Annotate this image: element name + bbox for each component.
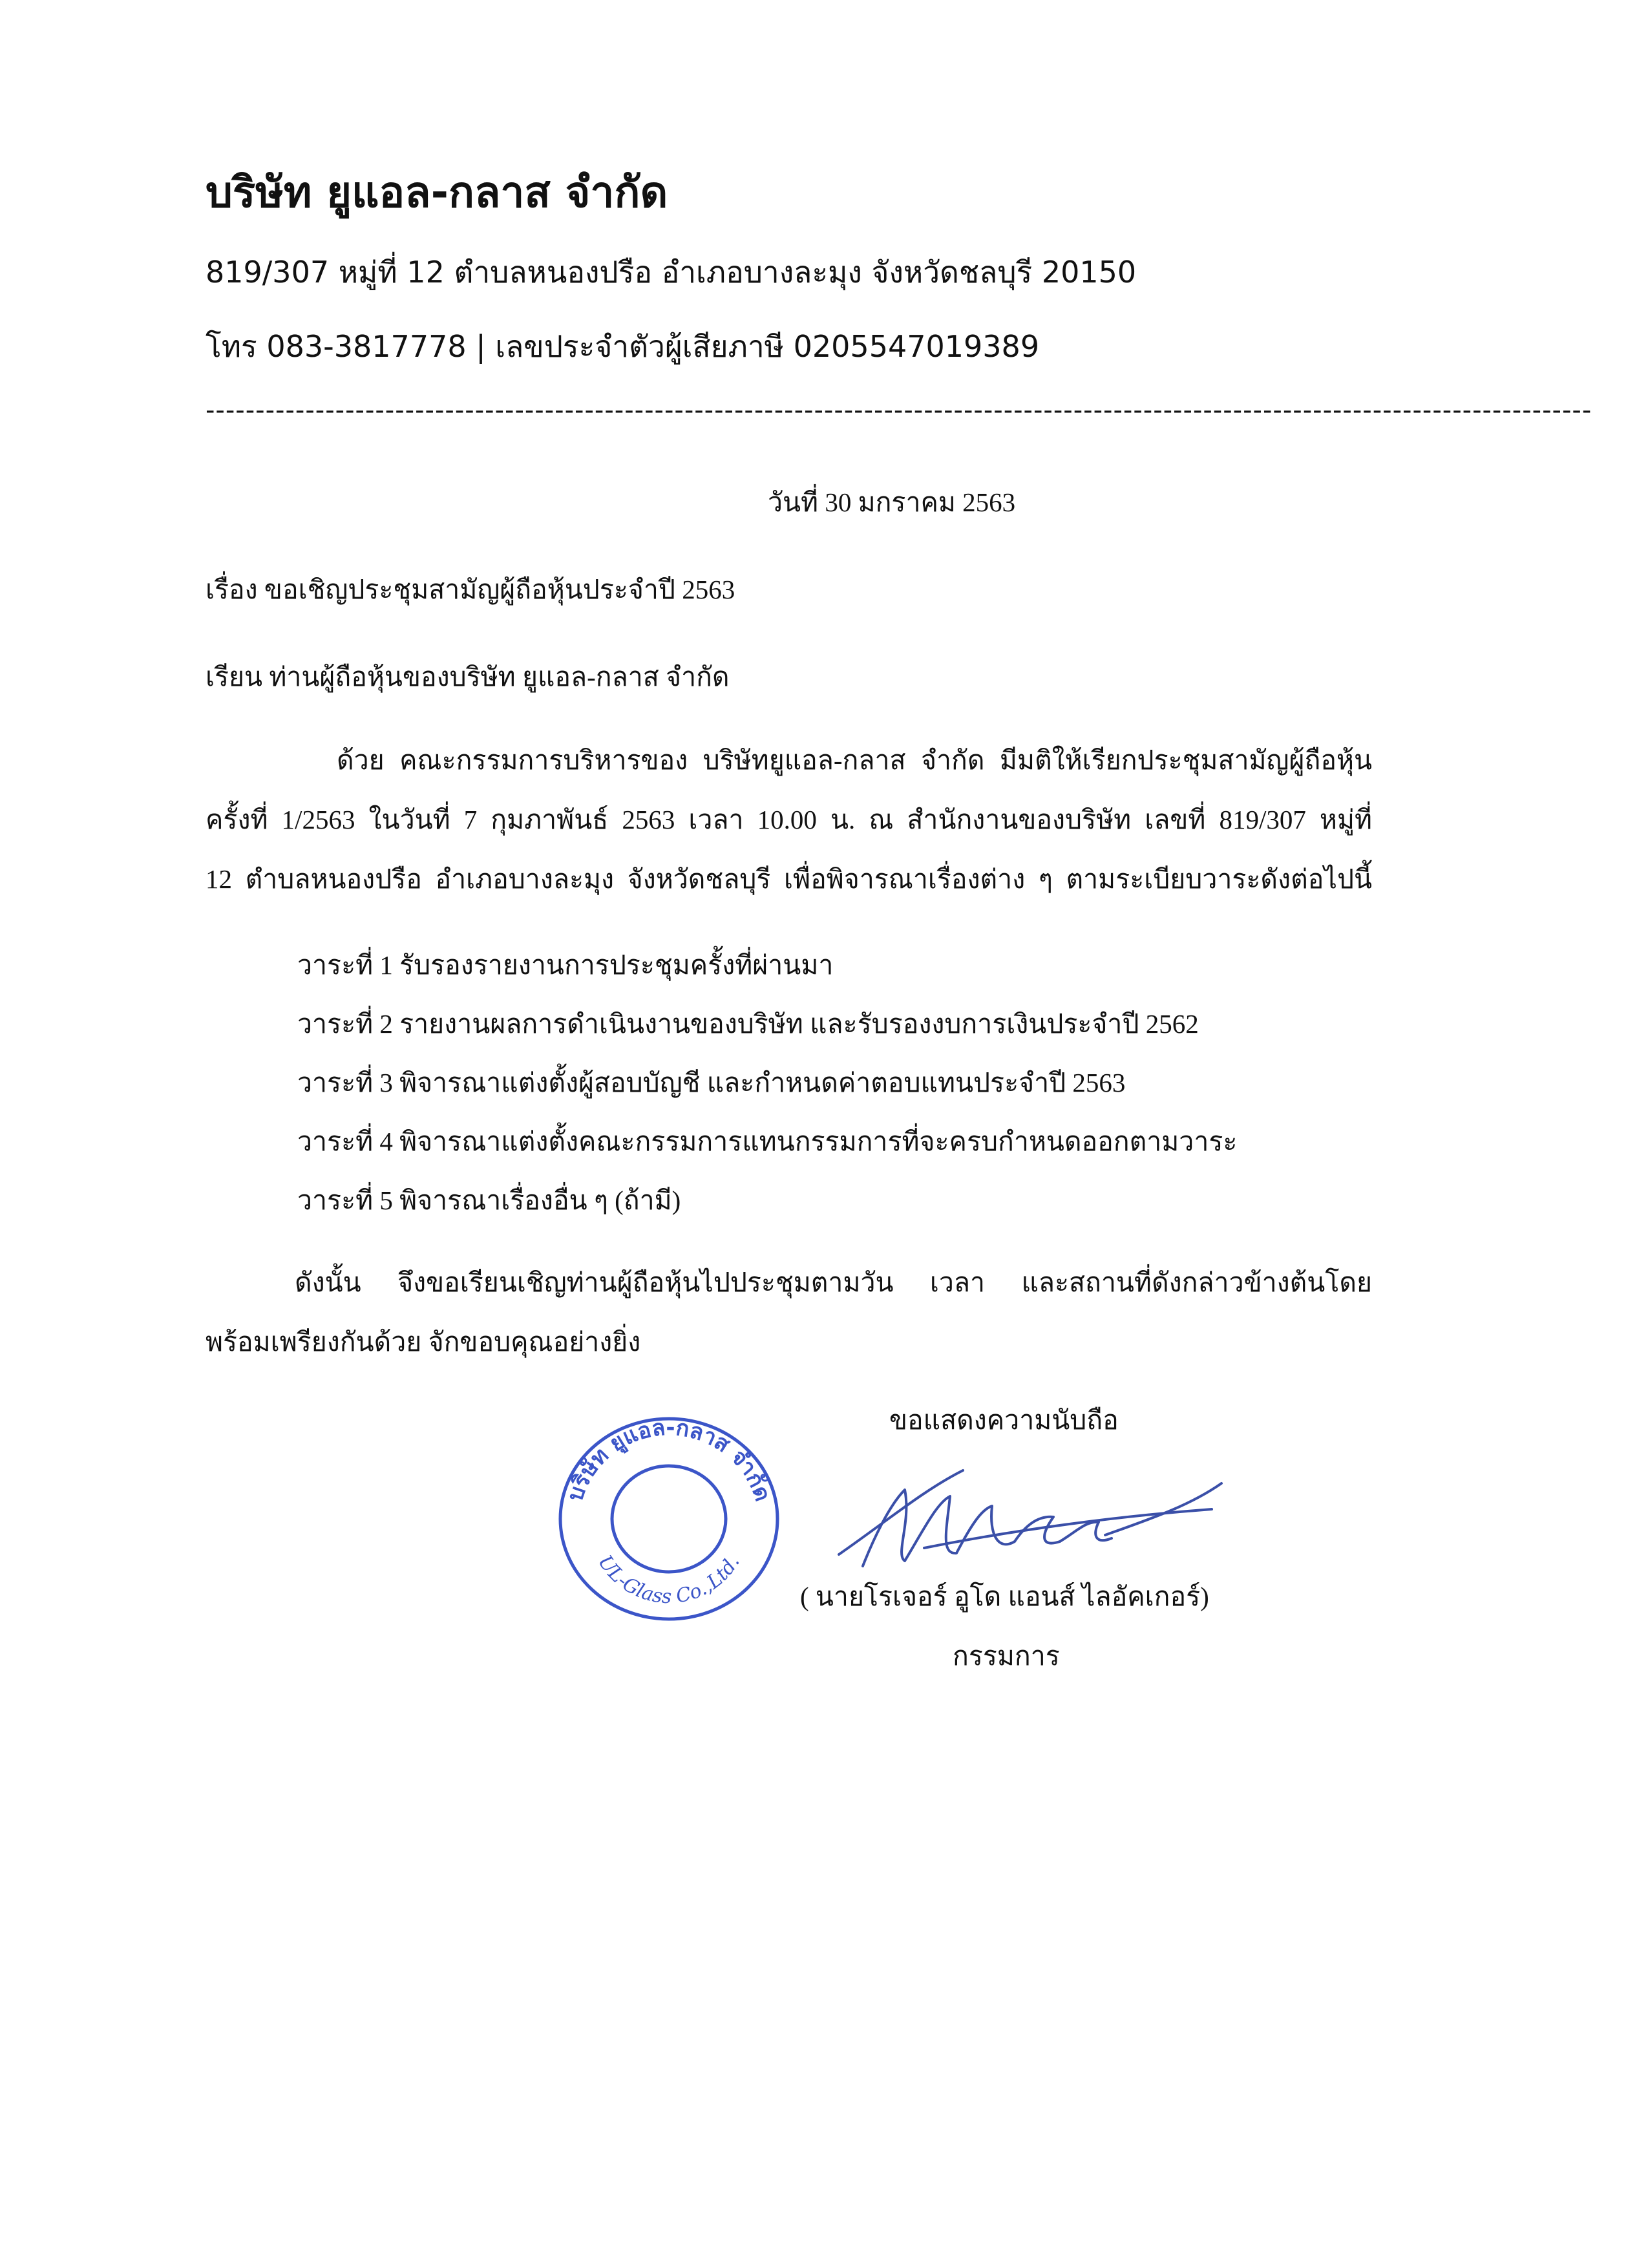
closing-salutation: ขอแสดงความนับถือ: [889, 1405, 1119, 1435]
paragraph-line: 12 ตำบลหนองปรือ อำเภอบางละมุง จังหวัดชลบุรี เพื่อพิจารณาเรื่องต่าง ๆ ตามระเบียบวาระดังต่อไปนี้: [206, 864, 1372, 894]
agenda-item: วาระที่ 4 พิจารณาแต่งตั้งคณะกรรมการแทนกรรมการที่จะครบกำหนดออกตามวาระ: [297, 1127, 1238, 1156]
paragraph-line: ดังนั้น จึงขอเรียนเชิญท่านผู้ถือหุ้นไปประชุมตามวัน เวลา และสถานที่ดังกล่าวข้างต้นโดย: [295, 1267, 1372, 1297]
signatory-title: กรรมการ: [953, 1641, 1060, 1671]
company-address: 819/307 หมู่ที่ 12 ตำบลหนองปรือ อำเภอบางละมุง จังหวัดชลบุรี 20150: [206, 255, 1137, 290]
letter-subject: เรื่อง ขอเชิญประชุมสามัญผู้ถือหุ้นประจำปี 2563: [206, 575, 735, 604]
closing-paragraph: [206, 1253, 1372, 1372]
paragraph-line: ด้วย คณะกรรมการบริหารของ บริษัทยูแอล-กลาส จำกัด มีมติให้เรียกประชุมสามัญผู้ถือหุ้น: [337, 745, 1372, 775]
company-stamp: [530, 1406, 808, 1626]
stamp-text-top: บริษัท ยูแอล-กลาส จำกัด: [562, 1414, 776, 1505]
agenda-item: วาระที่ 3 พิจารณาแต่งตั้งผู้สอบบัญชี และกำหนดค่าตอบแทนประจำปี 2563: [297, 1068, 1126, 1097]
paragraph-line: พร้อมเพรียงกันด้วย จักขอบคุณอย่างยิ่ง: [206, 1327, 641, 1357]
header-separator: -------------------------------------------------------------------------------------------------------------------------------------------: [206, 396, 1592, 425]
agenda-list: [297, 936, 1237, 1230]
agenda-item: วาระที่ 1 รับรองรายงานการประชุมครั้งที่ผ่านมา: [297, 950, 834, 980]
company-name: บริษัท ยูแอล-กลาส จำกัด: [206, 167, 668, 217]
letter-date: วันที่ 30 มกราคม 2563: [768, 487, 1016, 517]
intro-paragraph: [206, 730, 1372, 909]
letter-recipient: เรียน ท่านผู้ถือหุ้นของบริษัท ยูแอล-กลาส จำกัด: [206, 662, 730, 692]
paragraph-line: ครั้งที่ 1/2563 ในวันที่ 7 กุมภาพันธ์ 2563 เวลา 10.00 น. ณ สำนักงานของบริษัท เลขที่ 819/307 หมู่ที่: [206, 805, 1372, 834]
handwritten-signature: [827, 1445, 1241, 1580]
agenda-item: วาระที่ 5 พิจารณาเรื่องอื่น ๆ (ถ้ามี): [297, 1185, 681, 1215]
company-contact: โทร 083-3817778 | เลขประจำตัวผู้เสียภาษี 0205547019389: [206, 329, 1040, 364]
agenda-item: วาระที่ 2 รายงานผลการดำเนินงานของบริษัท และรับรองงบการเงินประจำปี 2562: [297, 1009, 1199, 1039]
signatory-name: ( นายโรเจอร์ อูโด แอนส์ ไลอัคเกอร์): [800, 1582, 1209, 1611]
stamp-text-bottom: UL-Glass Co.,Ltd.: [593, 1551, 745, 1609]
